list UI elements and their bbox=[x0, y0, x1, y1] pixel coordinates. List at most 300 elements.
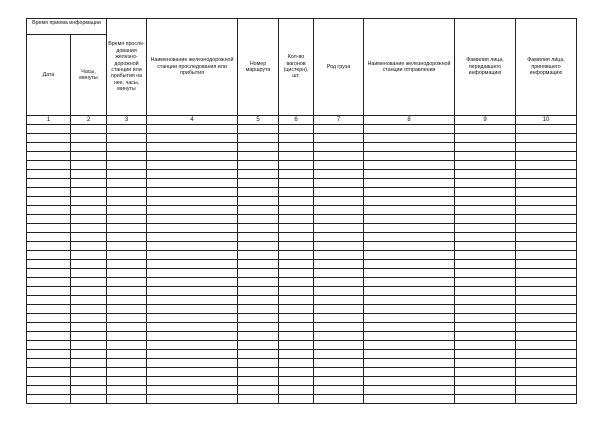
table-cell[interactable] bbox=[107, 224, 147, 233]
table-cell[interactable] bbox=[238, 125, 279, 134]
table-cell[interactable] bbox=[27, 134, 71, 143]
table-cell[interactable] bbox=[364, 188, 455, 197]
table-cell[interactable] bbox=[455, 251, 516, 260]
table-cell[interactable] bbox=[314, 269, 364, 278]
table-cell[interactable] bbox=[107, 341, 147, 350]
table-cell[interactable] bbox=[107, 215, 147, 224]
table-cell[interactable] bbox=[107, 152, 147, 161]
table-cell[interactable] bbox=[71, 341, 107, 350]
table-cell[interactable] bbox=[516, 314, 577, 323]
table-cell[interactable] bbox=[71, 368, 107, 377]
table-cell[interactable] bbox=[147, 251, 238, 260]
table-cell[interactable] bbox=[516, 143, 577, 152]
table-cell[interactable] bbox=[147, 395, 238, 404]
table-cell[interactable] bbox=[147, 206, 238, 215]
table-cell[interactable] bbox=[279, 287, 314, 296]
table-cell[interactable] bbox=[455, 188, 516, 197]
table-cell[interactable] bbox=[279, 215, 314, 224]
table-cell[interactable] bbox=[314, 287, 364, 296]
table-cell[interactable] bbox=[147, 242, 238, 251]
table-cell[interactable] bbox=[314, 125, 364, 134]
table-cell[interactable] bbox=[516, 395, 577, 404]
table-cell[interactable] bbox=[516, 287, 577, 296]
table-cell[interactable] bbox=[107, 350, 147, 359]
table-cell[interactable] bbox=[27, 350, 71, 359]
table-cell[interactable] bbox=[238, 224, 279, 233]
table-cell[interactable] bbox=[107, 278, 147, 287]
table-cell[interactable] bbox=[238, 287, 279, 296]
table-cell[interactable] bbox=[516, 161, 577, 170]
table-cell[interactable] bbox=[455, 134, 516, 143]
table-cell[interactable] bbox=[27, 125, 71, 134]
table-cell[interactable] bbox=[238, 323, 279, 332]
table-cell[interactable] bbox=[314, 215, 364, 224]
table-cell[interactable] bbox=[516, 152, 577, 161]
table-cell[interactable] bbox=[147, 260, 238, 269]
table-cell[interactable] bbox=[279, 170, 314, 179]
table-cell[interactable] bbox=[107, 233, 147, 242]
table-cell[interactable] bbox=[279, 386, 314, 395]
table-cell[interactable] bbox=[107, 134, 147, 143]
table-cell[interactable] bbox=[27, 143, 71, 152]
table-cell[interactable] bbox=[364, 305, 455, 314]
table-cell[interactable] bbox=[314, 251, 364, 260]
table-cell[interactable] bbox=[27, 224, 71, 233]
table-cell[interactable] bbox=[516, 278, 577, 287]
table-cell[interactable] bbox=[364, 197, 455, 206]
table-cell[interactable] bbox=[107, 359, 147, 368]
table-cell[interactable] bbox=[107, 143, 147, 152]
table-cell[interactable] bbox=[516, 377, 577, 386]
table-cell[interactable] bbox=[238, 179, 279, 188]
table-cell[interactable] bbox=[107, 323, 147, 332]
table-cell[interactable] bbox=[71, 305, 107, 314]
table-cell[interactable] bbox=[238, 215, 279, 224]
table-cell[interactable] bbox=[107, 242, 147, 251]
table-cell[interactable] bbox=[279, 314, 314, 323]
table-cell[interactable] bbox=[314, 332, 364, 341]
table-cell[interactable] bbox=[455, 170, 516, 179]
table-cell[interactable] bbox=[279, 377, 314, 386]
table-cell[interactable] bbox=[27, 332, 71, 341]
table-cell[interactable] bbox=[238, 197, 279, 206]
table-cell[interactable] bbox=[107, 197, 147, 206]
table-cell[interactable] bbox=[314, 197, 364, 206]
table-cell[interactable] bbox=[107, 188, 147, 197]
table-cell[interactable] bbox=[71, 332, 107, 341]
table-cell[interactable] bbox=[279, 395, 314, 404]
table-cell[interactable] bbox=[455, 359, 516, 368]
table-cell[interactable] bbox=[279, 179, 314, 188]
table-cell[interactable] bbox=[364, 278, 455, 287]
table-cell[interactable] bbox=[27, 359, 71, 368]
table-cell[interactable] bbox=[107, 125, 147, 134]
table-cell[interactable] bbox=[455, 395, 516, 404]
table-cell[interactable] bbox=[27, 170, 71, 179]
table-cell[interactable] bbox=[364, 377, 455, 386]
table-cell[interactable] bbox=[71, 296, 107, 305]
table-cell[interactable] bbox=[314, 152, 364, 161]
table-cell[interactable] bbox=[71, 224, 107, 233]
table-cell[interactable] bbox=[238, 386, 279, 395]
table-cell[interactable] bbox=[238, 278, 279, 287]
table-cell[interactable] bbox=[314, 206, 364, 215]
table-cell[interactable] bbox=[279, 296, 314, 305]
table-cell[interactable] bbox=[107, 161, 147, 170]
table-cell[interactable] bbox=[147, 278, 238, 287]
table-cell[interactable] bbox=[364, 296, 455, 305]
table-cell[interactable] bbox=[71, 395, 107, 404]
table-cell[interactable] bbox=[147, 134, 238, 143]
table-cell[interactable] bbox=[455, 152, 516, 161]
table-cell[interactable] bbox=[27, 323, 71, 332]
table-cell[interactable] bbox=[147, 296, 238, 305]
table-cell[interactable] bbox=[516, 332, 577, 341]
table-cell[interactable] bbox=[238, 143, 279, 152]
table-cell[interactable] bbox=[279, 233, 314, 242]
table-cell[interactable] bbox=[279, 197, 314, 206]
table-cell[interactable] bbox=[27, 341, 71, 350]
table-cell[interactable] bbox=[364, 260, 455, 269]
table-cell[interactable] bbox=[238, 296, 279, 305]
table-cell[interactable] bbox=[147, 341, 238, 350]
table-cell[interactable] bbox=[238, 305, 279, 314]
table-cell[interactable] bbox=[27, 260, 71, 269]
table-cell[interactable] bbox=[27, 215, 71, 224]
table-cell[interactable] bbox=[107, 314, 147, 323]
table-cell[interactable] bbox=[364, 341, 455, 350]
table-cell[interactable] bbox=[364, 251, 455, 260]
table-cell[interactable] bbox=[364, 287, 455, 296]
table-cell[interactable] bbox=[107, 395, 147, 404]
table-cell[interactable] bbox=[364, 350, 455, 359]
table-cell[interactable] bbox=[238, 395, 279, 404]
table-cell[interactable] bbox=[71, 125, 107, 134]
table-cell[interactable] bbox=[455, 377, 516, 386]
table-cell[interactable] bbox=[71, 251, 107, 260]
table-cell[interactable] bbox=[279, 341, 314, 350]
table-cell[interactable] bbox=[314, 377, 364, 386]
table-cell[interactable] bbox=[314, 188, 364, 197]
table-cell[interactable] bbox=[516, 215, 577, 224]
table-cell[interactable] bbox=[147, 143, 238, 152]
table-cell[interactable] bbox=[147, 377, 238, 386]
table-cell[interactable] bbox=[71, 359, 107, 368]
table-cell[interactable] bbox=[107, 332, 147, 341]
table-cell[interactable] bbox=[71, 287, 107, 296]
table-cell[interactable] bbox=[516, 350, 577, 359]
table-cell[interactable] bbox=[71, 233, 107, 242]
table-cell[interactable] bbox=[238, 368, 279, 377]
table-cell[interactable] bbox=[364, 359, 455, 368]
table-cell[interactable] bbox=[314, 260, 364, 269]
table-cell[interactable] bbox=[107, 206, 147, 215]
table-cell[interactable] bbox=[27, 305, 71, 314]
table-cell[interactable] bbox=[71, 215, 107, 224]
table-cell[interactable] bbox=[147, 161, 238, 170]
table-cell[interactable] bbox=[364, 233, 455, 242]
table-cell[interactable] bbox=[364, 323, 455, 332]
table-cell[interactable] bbox=[238, 206, 279, 215]
table-cell[interactable] bbox=[147, 359, 238, 368]
table-cell[interactable] bbox=[71, 134, 107, 143]
table-cell[interactable] bbox=[147, 323, 238, 332]
table-cell[interactable] bbox=[364, 125, 455, 134]
table-cell[interactable] bbox=[147, 188, 238, 197]
table-cell[interactable] bbox=[314, 368, 364, 377]
table-cell[interactable] bbox=[238, 314, 279, 323]
table-cell[interactable] bbox=[279, 368, 314, 377]
table-cell[interactable] bbox=[455, 314, 516, 323]
table-cell[interactable] bbox=[455, 269, 516, 278]
table-cell[interactable] bbox=[455, 215, 516, 224]
table-cell[interactable] bbox=[71, 143, 107, 152]
table-cell[interactable] bbox=[455, 224, 516, 233]
table-cell[interactable] bbox=[516, 242, 577, 251]
table-cell[interactable] bbox=[147, 125, 238, 134]
table-cell[interactable] bbox=[147, 179, 238, 188]
table-cell[interactable] bbox=[27, 314, 71, 323]
table-cell[interactable] bbox=[516, 170, 577, 179]
table-cell[interactable] bbox=[71, 314, 107, 323]
table-cell[interactable] bbox=[147, 332, 238, 341]
table-cell[interactable] bbox=[27, 296, 71, 305]
table-cell[interactable] bbox=[147, 350, 238, 359]
table-cell[interactable] bbox=[314, 314, 364, 323]
table-cell[interactable] bbox=[455, 233, 516, 242]
table-cell[interactable] bbox=[455, 350, 516, 359]
table-cell[interactable] bbox=[516, 260, 577, 269]
table-cell[interactable] bbox=[314, 242, 364, 251]
table-cell[interactable] bbox=[71, 206, 107, 215]
table-cell[interactable] bbox=[455, 323, 516, 332]
table-cell[interactable] bbox=[71, 278, 107, 287]
table-cell[interactable] bbox=[314, 359, 364, 368]
table-cell[interactable] bbox=[27, 152, 71, 161]
table-cell[interactable] bbox=[455, 206, 516, 215]
table-cell[interactable] bbox=[71, 242, 107, 251]
table-cell[interactable] bbox=[516, 269, 577, 278]
table-cell[interactable] bbox=[27, 188, 71, 197]
table-cell[interactable] bbox=[238, 341, 279, 350]
table-cell[interactable] bbox=[516, 179, 577, 188]
table-cell[interactable] bbox=[238, 251, 279, 260]
table-cell[interactable] bbox=[107, 287, 147, 296]
table-cell[interactable] bbox=[516, 251, 577, 260]
table-cell[interactable] bbox=[516, 188, 577, 197]
table-cell[interactable] bbox=[314, 233, 364, 242]
table-cell[interactable] bbox=[107, 305, 147, 314]
table-cell[interactable] bbox=[455, 287, 516, 296]
table-cell[interactable] bbox=[107, 260, 147, 269]
table-cell[interactable] bbox=[147, 368, 238, 377]
table-cell[interactable] bbox=[516, 359, 577, 368]
table-cell[interactable] bbox=[279, 161, 314, 170]
table-cell[interactable] bbox=[71, 350, 107, 359]
table-cell[interactable] bbox=[107, 170, 147, 179]
table-cell[interactable] bbox=[238, 161, 279, 170]
table-cell[interactable] bbox=[516, 134, 577, 143]
table-cell[interactable] bbox=[364, 215, 455, 224]
table-cell[interactable] bbox=[147, 224, 238, 233]
table-cell[interactable] bbox=[279, 242, 314, 251]
table-cell[interactable] bbox=[279, 224, 314, 233]
table-cell[interactable] bbox=[314, 278, 364, 287]
table-cell[interactable] bbox=[314, 341, 364, 350]
table-cell[interactable] bbox=[238, 332, 279, 341]
table-cell[interactable] bbox=[364, 134, 455, 143]
table-cell[interactable] bbox=[516, 233, 577, 242]
table-cell[interactable] bbox=[364, 152, 455, 161]
table-cell[interactable] bbox=[238, 152, 279, 161]
table-cell[interactable] bbox=[364, 386, 455, 395]
table-cell[interactable] bbox=[71, 260, 107, 269]
table-cell[interactable] bbox=[516, 368, 577, 377]
table-cell[interactable] bbox=[147, 233, 238, 242]
table-cell[interactable] bbox=[71, 152, 107, 161]
table-cell[interactable] bbox=[107, 368, 147, 377]
table-cell[interactable] bbox=[314, 179, 364, 188]
table-cell[interactable] bbox=[279, 251, 314, 260]
table-cell[interactable] bbox=[147, 170, 238, 179]
table-cell[interactable] bbox=[364, 314, 455, 323]
table-cell[interactable] bbox=[107, 269, 147, 278]
table-cell[interactable] bbox=[107, 296, 147, 305]
table-cell[interactable] bbox=[279, 332, 314, 341]
table-cell[interactable] bbox=[279, 152, 314, 161]
table-cell[interactable] bbox=[27, 251, 71, 260]
table-cell[interactable] bbox=[27, 206, 71, 215]
table-cell[interactable] bbox=[27, 197, 71, 206]
table-cell[interactable] bbox=[279, 278, 314, 287]
table-cell[interactable] bbox=[279, 206, 314, 215]
table-cell[interactable] bbox=[455, 341, 516, 350]
table-cell[interactable] bbox=[279, 323, 314, 332]
table-cell[interactable] bbox=[107, 251, 147, 260]
table-cell[interactable] bbox=[455, 179, 516, 188]
table-cell[interactable] bbox=[71, 386, 107, 395]
table-cell[interactable] bbox=[279, 350, 314, 359]
table-cell[interactable] bbox=[27, 386, 71, 395]
table-cell[interactable] bbox=[314, 395, 364, 404]
table-cell[interactable] bbox=[364, 224, 455, 233]
table-cell[interactable] bbox=[27, 368, 71, 377]
table-cell[interactable] bbox=[71, 161, 107, 170]
table-cell[interactable] bbox=[314, 134, 364, 143]
table-cell[interactable] bbox=[238, 269, 279, 278]
table-cell[interactable] bbox=[314, 143, 364, 152]
table-cell[interactable] bbox=[27, 395, 71, 404]
table-cell[interactable] bbox=[27, 278, 71, 287]
table-cell[interactable] bbox=[27, 242, 71, 251]
table-cell[interactable] bbox=[238, 242, 279, 251]
table-cell[interactable] bbox=[27, 233, 71, 242]
table-cell[interactable] bbox=[455, 242, 516, 251]
table-cell[interactable] bbox=[27, 269, 71, 278]
table-cell[interactable] bbox=[516, 296, 577, 305]
table-cell[interactable] bbox=[147, 287, 238, 296]
table-cell[interactable] bbox=[314, 386, 364, 395]
table-cell[interactable] bbox=[279, 188, 314, 197]
table-cell[interactable] bbox=[516, 386, 577, 395]
table-cell[interactable] bbox=[364, 143, 455, 152]
table-cell[interactable] bbox=[279, 359, 314, 368]
table-cell[interactable] bbox=[314, 224, 364, 233]
table-cell[interactable] bbox=[147, 386, 238, 395]
table-cell[interactable] bbox=[455, 161, 516, 170]
table-cell[interactable] bbox=[364, 395, 455, 404]
table-cell[interactable] bbox=[107, 377, 147, 386]
table-cell[interactable] bbox=[314, 323, 364, 332]
table-cell[interactable] bbox=[27, 161, 71, 170]
table-cell[interactable] bbox=[516, 341, 577, 350]
table-cell[interactable] bbox=[314, 170, 364, 179]
table-cell[interactable] bbox=[516, 224, 577, 233]
table-cell[interactable] bbox=[455, 125, 516, 134]
table-cell[interactable] bbox=[364, 242, 455, 251]
table-cell[interactable] bbox=[238, 233, 279, 242]
table-cell[interactable] bbox=[455, 386, 516, 395]
table-cell[interactable] bbox=[516, 206, 577, 215]
table-cell[interactable] bbox=[516, 125, 577, 134]
table-cell[interactable] bbox=[364, 161, 455, 170]
table-cell[interactable] bbox=[279, 143, 314, 152]
table-cell[interactable] bbox=[364, 269, 455, 278]
table-cell[interactable] bbox=[147, 215, 238, 224]
table-cell[interactable] bbox=[279, 134, 314, 143]
table-cell[interactable] bbox=[238, 350, 279, 359]
table-cell[interactable] bbox=[71, 197, 107, 206]
table-cell[interactable] bbox=[238, 260, 279, 269]
table-cell[interactable] bbox=[516, 323, 577, 332]
table-cell[interactable] bbox=[516, 305, 577, 314]
table-cell[interactable] bbox=[364, 206, 455, 215]
table-cell[interactable] bbox=[71, 269, 107, 278]
table-cell[interactable] bbox=[71, 179, 107, 188]
table-cell[interactable] bbox=[279, 125, 314, 134]
table-cell[interactable] bbox=[364, 368, 455, 377]
table-cell[interactable] bbox=[279, 305, 314, 314]
table-cell[interactable] bbox=[279, 260, 314, 269]
table-cell[interactable] bbox=[238, 377, 279, 386]
table-cell[interactable] bbox=[455, 278, 516, 287]
table-cell[interactable] bbox=[314, 305, 364, 314]
table-cell[interactable] bbox=[516, 197, 577, 206]
table-cell[interactable] bbox=[455, 197, 516, 206]
table-cell[interactable] bbox=[107, 386, 147, 395]
table-cell[interactable] bbox=[27, 377, 71, 386]
table-cell[interactable] bbox=[455, 332, 516, 341]
table-cell[interactable] bbox=[147, 305, 238, 314]
table-cell[interactable] bbox=[238, 170, 279, 179]
table-cell[interactable] bbox=[455, 296, 516, 305]
table-cell[interactable] bbox=[71, 170, 107, 179]
table-cell[interactable] bbox=[314, 296, 364, 305]
table-cell[interactable] bbox=[71, 323, 107, 332]
table-cell[interactable] bbox=[238, 188, 279, 197]
table-cell[interactable] bbox=[147, 314, 238, 323]
table-cell[interactable] bbox=[279, 269, 314, 278]
table-cell[interactable] bbox=[364, 332, 455, 341]
table-cell[interactable] bbox=[71, 377, 107, 386]
table-cell[interactable] bbox=[455, 260, 516, 269]
table-cell[interactable] bbox=[147, 152, 238, 161]
table-cell[interactable] bbox=[455, 143, 516, 152]
table-cell[interactable] bbox=[147, 269, 238, 278]
table-cell[interactable] bbox=[364, 170, 455, 179]
table-cell[interactable] bbox=[27, 287, 71, 296]
table-cell[interactable] bbox=[71, 188, 107, 197]
